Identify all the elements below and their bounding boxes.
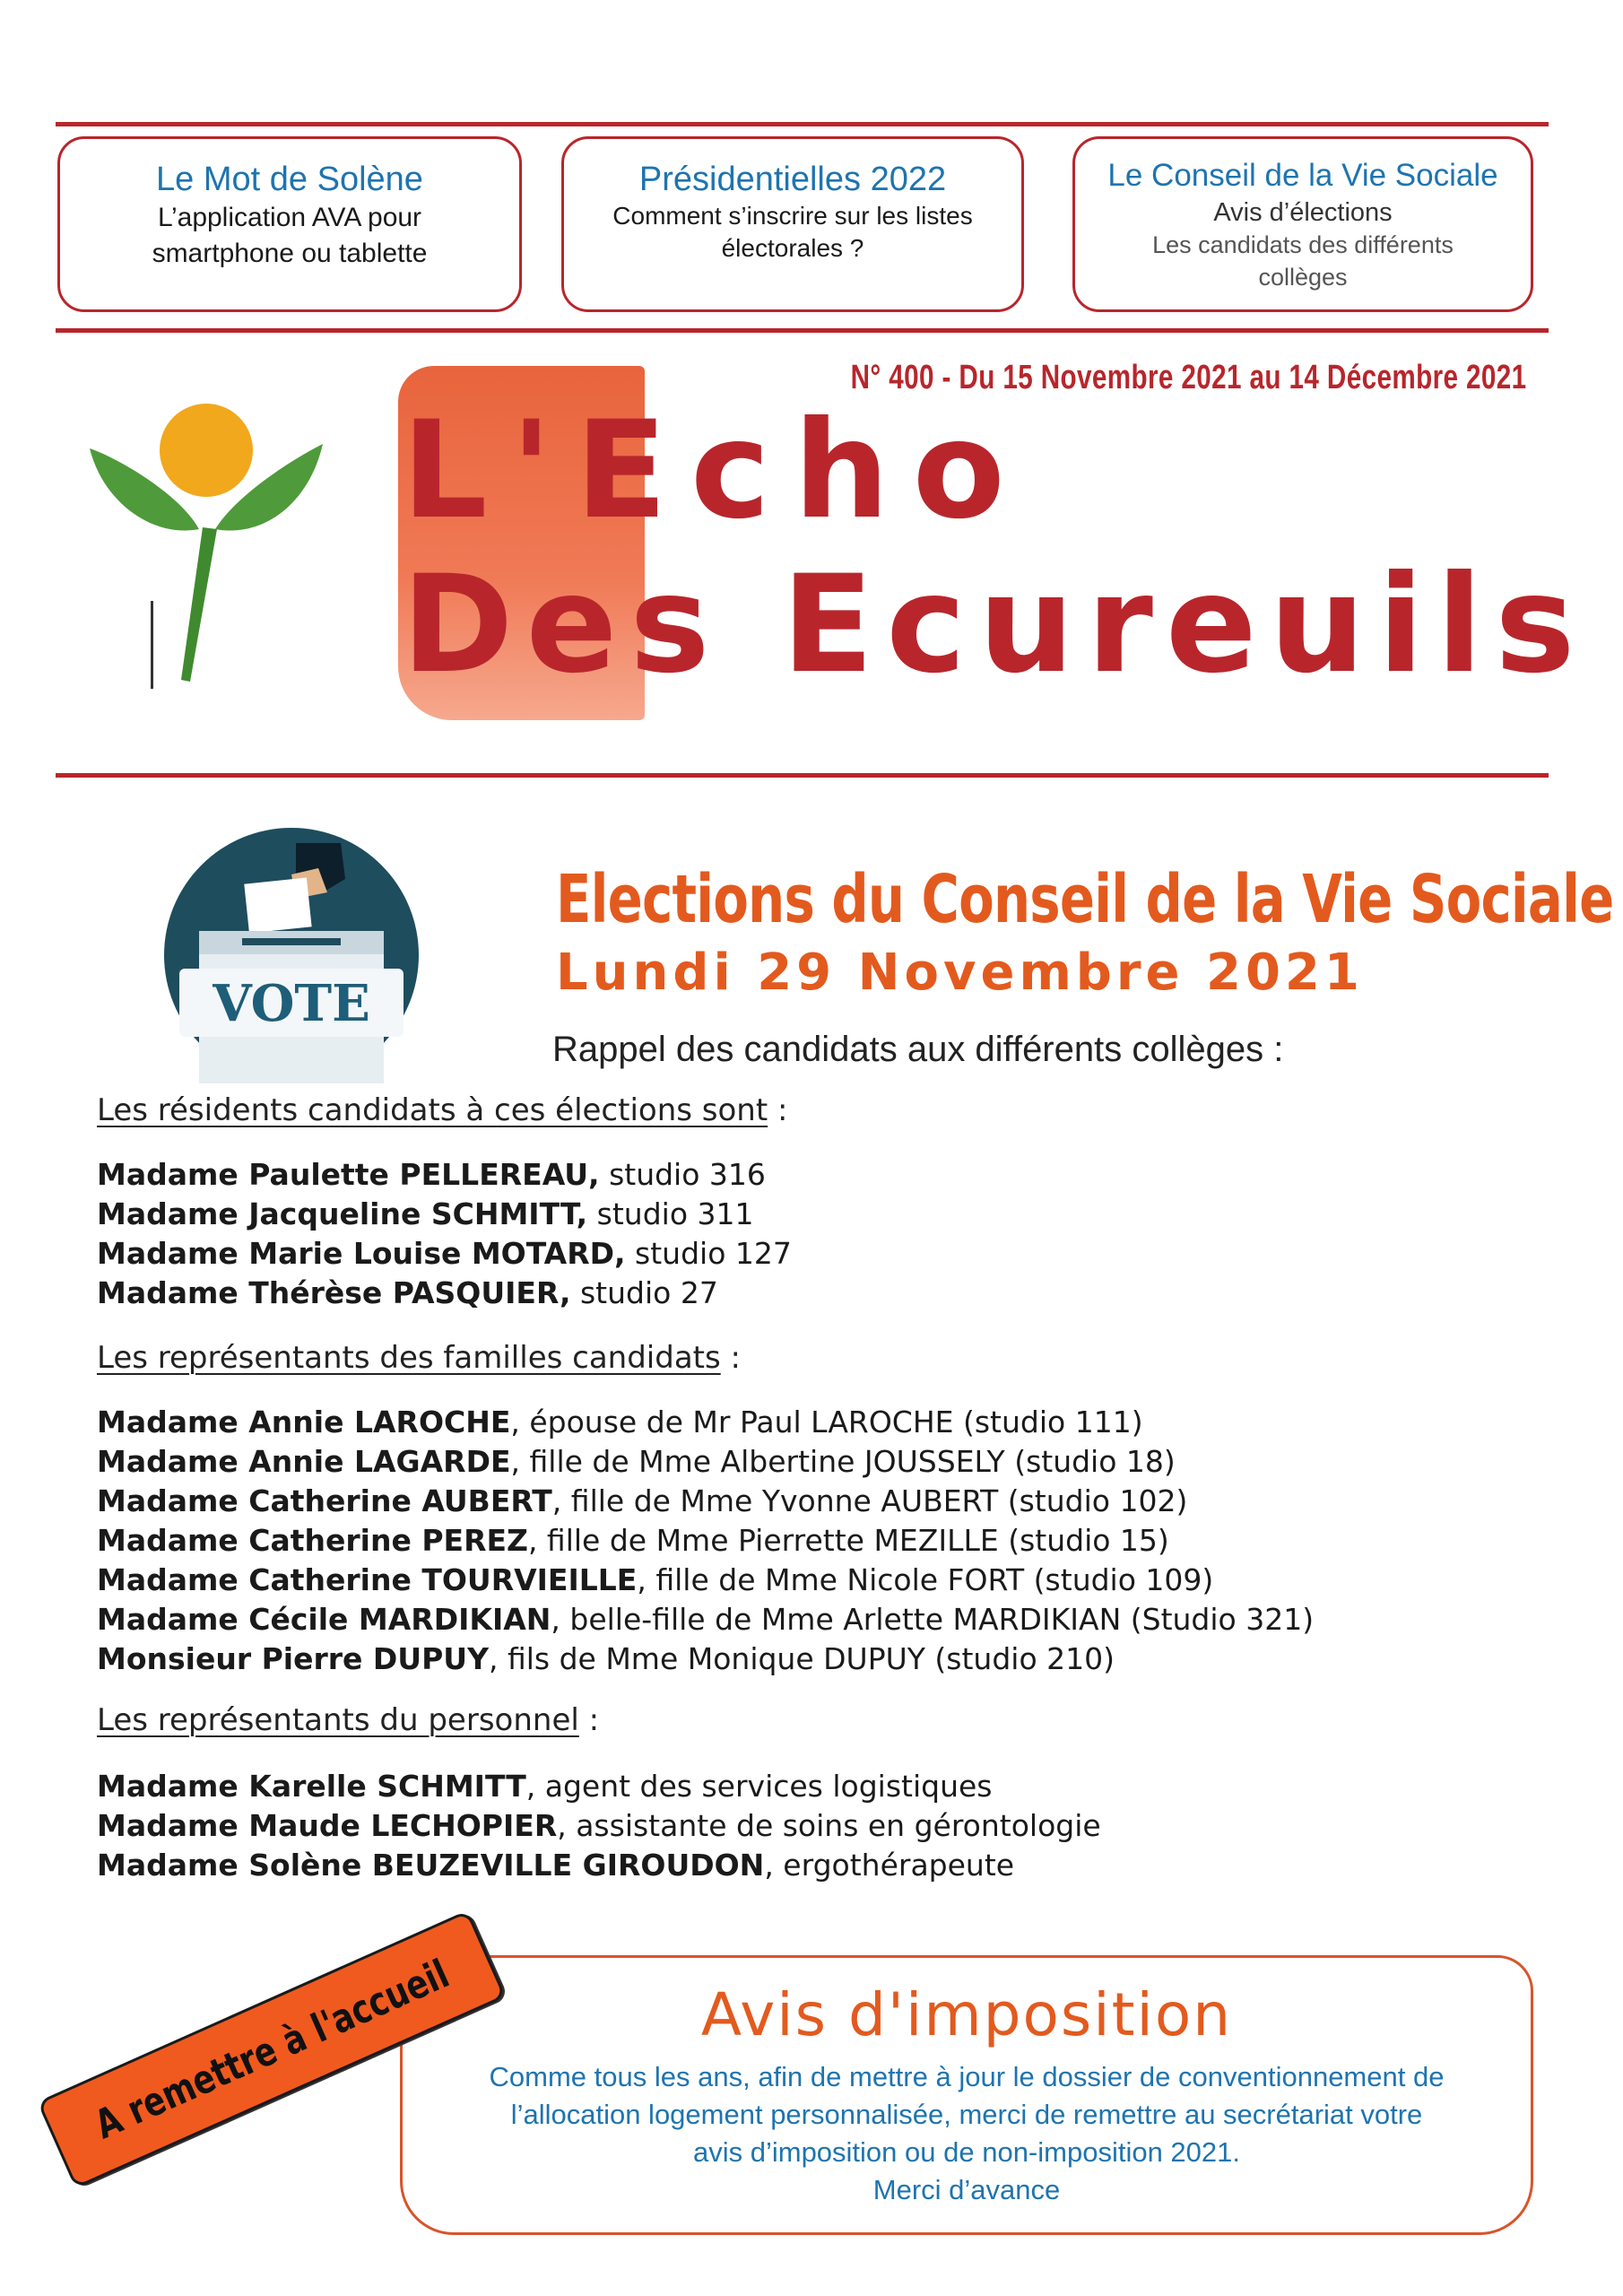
masthead-bottom-rule	[56, 773, 1549, 778]
teaser-presidentielles[interactable]	[561, 136, 1024, 312]
teaser-line: collèges	[1258, 264, 1348, 291]
vote-ballot-icon	[161, 825, 421, 1085]
list-item: Madame Paulette PELLEREAU, studio 316	[97, 1157, 766, 1192]
issue-number: N° 400 - Du 15 Novembre 2021 au 14 Décembre 2021	[850, 359, 1526, 396]
list-item: Madame Catherine TOURVIEILLE, fille de Mme Nicole FORT (studio 109)	[97, 1562, 1214, 1597]
teaser-title: Le Mot de Solène	[156, 161, 423, 198]
sun-icon	[160, 404, 253, 497]
list-item: Madame Annie LAGARDE, fille de Mme Albertine JOUSSELY (studio 18)	[97, 1444, 1176, 1479]
stamp-label: A remettre à l'accueil	[88, 1951, 456, 2148]
teaser-line: Les candidats des différents	[1152, 231, 1454, 258]
tax-notice-title: Avis d'imposition	[700, 1980, 1233, 2049]
teaser-title: Le Conseil de la Vie Sociale	[1107, 158, 1498, 193]
list-item: Madame Karelle SCHMITT, agent des services logistiques	[97, 1769, 993, 1804]
section-heading-staff: Les représentants du personnel :	[97, 1702, 600, 1738]
elections-title: Elections du Conseil de la Vie Sociale	[556, 861, 1614, 938]
families-candidate-list	[97, 1403, 1314, 1679]
stem-icon	[181, 527, 217, 682]
list-item: Monsieur Pierre DUPUY, fils de Mme Monique DUPUY (studio 210)	[97, 1641, 1115, 1676]
list-item: Madame Catherine PEREZ, fille de Mme Pierrette MEZILLE (studio 15)	[97, 1523, 1169, 1558]
tax-notice-thanks: Merci d’avance	[872, 2174, 1061, 2205]
vote-label: VOTE	[213, 974, 370, 1033]
list-item: Madame Cécile MARDIKIAN, belle-fille de Mme Arlette MARDIKIAN (Studio 321)	[97, 1602, 1315, 1637]
elections-reminder: Rappel des candidats aux différents collèges :	[552, 1030, 1284, 1069]
tax-notice-line: Comme tous les ans, afin de mettre à jour le dossier de conventionnement de	[489, 2061, 1445, 2092]
masthead-title-line2: Des Ecureuils	[402, 547, 1588, 703]
tax-notice-line: avis d’imposition ou de non-imposition 2021.	[692, 2136, 1241, 2168]
list-item: Madame Thérèse PASQUIER, studio 27	[97, 1275, 718, 1310]
teaser-line: électorales ?	[721, 234, 864, 262]
plant-logo	[81, 395, 332, 691]
section-heading-residents: Les résidents candidats à ces élections sont :	[97, 1092, 788, 1128]
top-rule	[56, 122, 1549, 126]
staff-candidate-list	[97, 1767, 1101, 1885]
tax-notice-line: l’allocation logement personnalisée, merci de remettre au secrétariat votre	[510, 2099, 1423, 2130]
teaser-bottom-rule	[56, 328, 1549, 333]
list-item: Madame Annie LAROCHE, épouse de Mr Paul LAROCHE (studio 111)	[97, 1405, 1143, 1439]
list-item: Madame Marie Louise MOTARD, studio 127	[97, 1236, 792, 1271]
tax-notice-body	[400, 2058, 1533, 2209]
list-item: Madame Maude LECHOPIER, assistante de soins en gérontologie	[97, 1808, 1101, 1843]
masthead-title-line1: L'Echo	[402, 393, 1028, 549]
teaser-mot-de-solene[interactable]	[57, 136, 522, 312]
list-item: Madame Catherine AUBERT, fille de Mme Yvonne AUBERT (studio 102)	[97, 1483, 1188, 1518]
teaser-line: L’application AVA pour	[157, 203, 422, 232]
list-item: Madame Solène BEUZEVILLE GIROUDON, ergothérapeute	[97, 1848, 1015, 1883]
teaser-line: Comment s’inscrire sur les listes	[612, 202, 973, 230]
elections-date: Lundi 29 Novembre 2021	[556, 944, 1364, 1002]
teaser-line: Avis d’élections	[1213, 198, 1393, 227]
list-item: Madame Jacqueline SCHMITT, studio 311	[97, 1196, 754, 1231]
section-heading-families: Les représentants des familles candidats :	[97, 1340, 741, 1376]
teaser-conseil-vie-sociale[interactable]	[1072, 136, 1533, 312]
teaser-line: smartphone ou tablette	[152, 239, 428, 268]
residents-candidate-list	[97, 1155, 792, 1313]
frame-line	[151, 601, 153, 689]
teaser-title: Présidentielles 2022	[638, 161, 947, 198]
